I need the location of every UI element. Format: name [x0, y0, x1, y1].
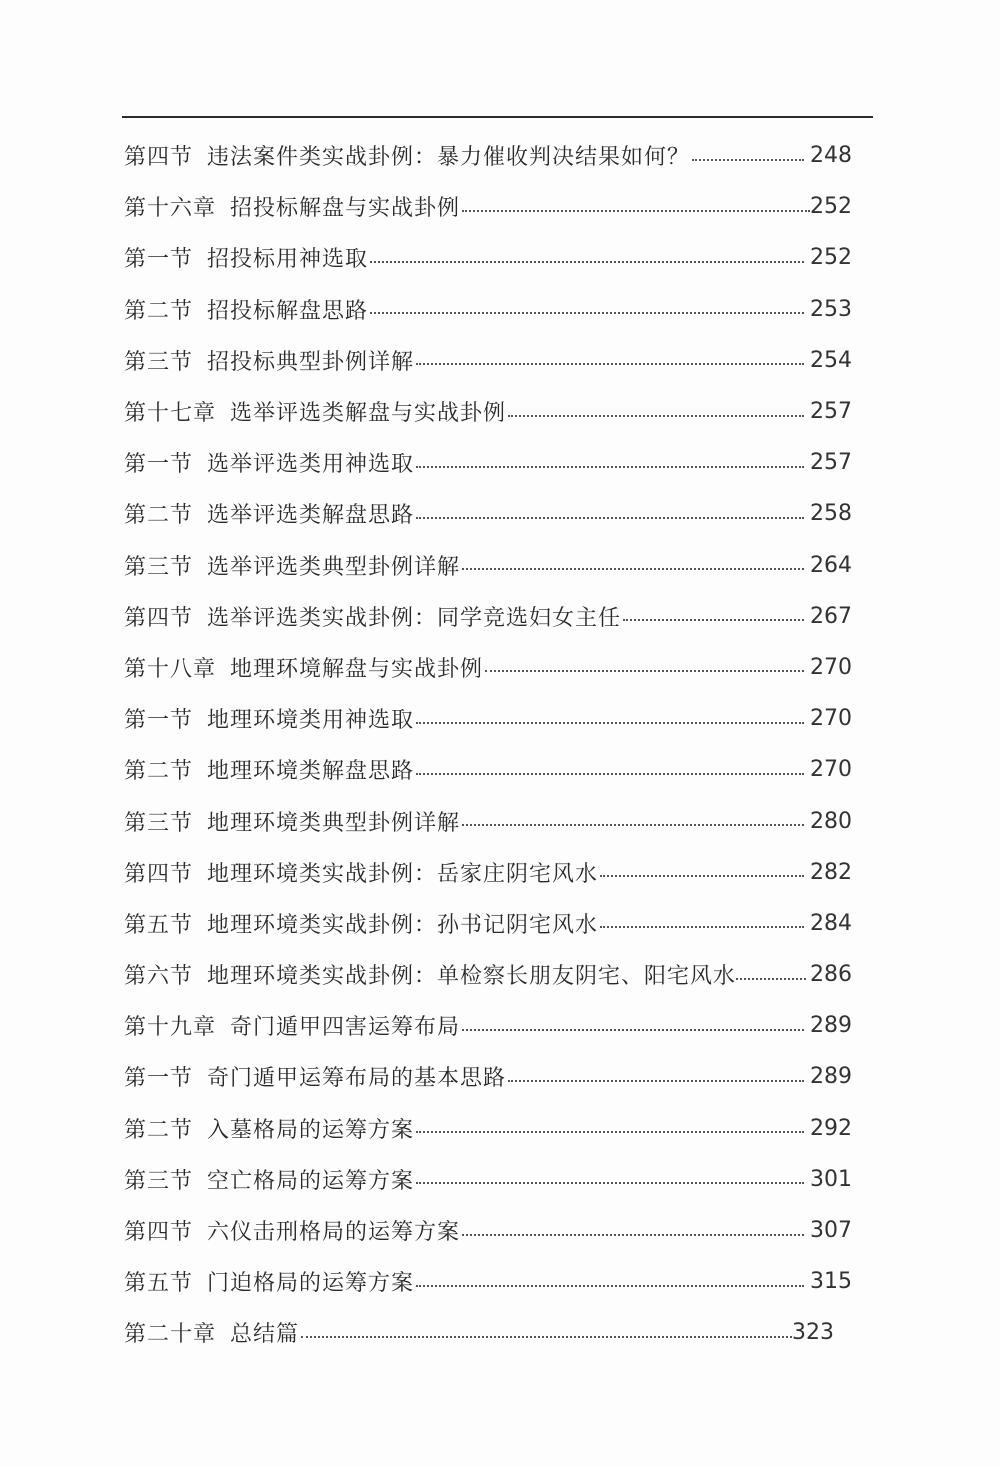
- page-number: 267: [810, 603, 852, 629]
- dot-leader: [485, 656, 804, 678]
- toc-entry[interactable]: [124, 1307, 852, 1358]
- entry-title: 招投标解盘与实战卦例: [230, 196, 461, 222]
- entry-label: [124, 550, 460, 581]
- toc-entry[interactable]: [124, 642, 852, 693]
- entry-title: 地理环境类解盘思路: [207, 759, 415, 785]
- dot-leader: [416, 1117, 804, 1139]
- dot-leader: [462, 1220, 804, 1242]
- page-number: 254: [810, 347, 852, 373]
- toc-entry[interactable]: [124, 540, 852, 591]
- dot-leader: [736, 964, 806, 986]
- entry-title: 地理环境类用神选取: [207, 708, 415, 734]
- page-number: 270: [810, 706, 852, 732]
- entry-label: [124, 447, 414, 478]
- toc-entry[interactable]: [124, 130, 852, 181]
- entry-prefix: 第一节: [124, 247, 194, 273]
- dot-leader: [370, 247, 804, 269]
- toc-entry[interactable]: [124, 437, 852, 488]
- page-number: 258: [810, 501, 852, 527]
- entry-label: [124, 1010, 460, 1041]
- entry-title: 奇门遁甲四害运筹布局: [230, 1015, 461, 1041]
- page-number: 323: [792, 1320, 834, 1346]
- entry-prefix: 第三节: [124, 810, 194, 836]
- entry-label: [124, 601, 621, 632]
- toc-entry[interactable]: [124, 744, 852, 795]
- entry-prefix: 第一节: [124, 708, 194, 734]
- entry-prefix: 第二节: [124, 503, 194, 529]
- toc-entry[interactable]: [124, 847, 852, 898]
- entry-prefix: 第二十章: [124, 1322, 217, 1348]
- entry-prefix: 第六节: [124, 964, 194, 990]
- entry-title: 空亡格局的运筹方案: [207, 1168, 415, 1194]
- toc-entry[interactable]: [124, 898, 852, 949]
- dot-leader: [370, 298, 804, 320]
- page-number: 270: [810, 757, 852, 783]
- entry-prefix: 第十七章: [124, 401, 217, 427]
- page-number: 307: [810, 1218, 852, 1244]
- page-number: 252: [810, 245, 852, 271]
- page-number: 315: [810, 1269, 852, 1295]
- entry-label: [124, 754, 414, 785]
- entry-title: 总结篇: [230, 1322, 300, 1348]
- entry-prefix: 第四节: [124, 1220, 194, 1246]
- entry-label: [124, 191, 460, 222]
- page-number: 280: [810, 808, 852, 834]
- entry-label: [124, 1164, 414, 1195]
- page-number: 270: [810, 654, 852, 680]
- dot-leader: [508, 1066, 804, 1088]
- page-number: 289: [810, 1064, 852, 1090]
- toc-entry[interactable]: [124, 1154, 852, 1205]
- dot-leader: [692, 145, 804, 167]
- page-number: 301: [810, 1166, 852, 1192]
- entry-title: 六仪击刑格局的运筹方案: [207, 1220, 461, 1246]
- entry-prefix: 第十九章: [124, 1015, 217, 1041]
- toc-entry[interactable]: [124, 693, 852, 744]
- dot-leader: [416, 349, 804, 371]
- entry-prefix: 第十八章: [124, 656, 217, 682]
- entry-label: [124, 1215, 460, 1246]
- dot-leader: [508, 401, 804, 423]
- dot-leader: [600, 861, 804, 883]
- table-of-contents: [124, 130, 852, 1359]
- toc-entry[interactable]: [124, 591, 852, 642]
- entry-prefix: 第十六章: [124, 196, 217, 222]
- dot-leader: [301, 1322, 792, 1344]
- entry-label: [124, 140, 690, 171]
- dot-leader: [416, 759, 804, 781]
- entry-prefix: 第四节: [124, 145, 194, 171]
- header-rule: [122, 116, 873, 118]
- page-number: 289: [810, 1013, 852, 1039]
- toc-entry[interactable]: [124, 1205, 852, 1256]
- entry-title: 入墓格局的运筹方案: [207, 1117, 415, 1143]
- entry-title: 招投标典型卦例详解: [207, 349, 415, 375]
- entry-label: [124, 1113, 414, 1144]
- toc-entry[interactable]: [124, 232, 852, 283]
- toc-entry[interactable]: [124, 1103, 852, 1154]
- toc-entry[interactable]: [124, 949, 852, 1000]
- entry-title: 选举评选类实战卦例：同学竞选妇女主任: [207, 605, 622, 631]
- entry-label: [124, 242, 368, 273]
- entry-label: [124, 857, 598, 888]
- dot-leader: [462, 810, 804, 832]
- page-number: 264: [810, 552, 852, 578]
- entry-label: [124, 908, 598, 939]
- dot-leader: [416, 1271, 804, 1293]
- entry-title: 地理环境类实战卦例：孙书记阴宅风水: [207, 912, 599, 938]
- entry-prefix: 第四节: [124, 861, 194, 887]
- toc-entry[interactable]: [124, 1051, 852, 1102]
- dot-leader: [416, 1168, 804, 1190]
- dot-leader: [462, 554, 804, 576]
- page-number: 286: [810, 962, 852, 988]
- entry-title: 招投标用神选取: [207, 247, 369, 273]
- entry-prefix: 第二节: [124, 298, 194, 324]
- entry-prefix: 第三节: [124, 1168, 194, 1194]
- entry-label: [124, 294, 368, 325]
- toc-entry[interactable]: [124, 488, 852, 539]
- page-number: 257: [810, 399, 852, 425]
- entry-prefix: 第四节: [124, 605, 194, 631]
- page-number: 248: [810, 143, 852, 169]
- entry-prefix: 第一节: [124, 1066, 194, 1092]
- entry-prefix: 第二节: [124, 1117, 194, 1143]
- entry-label: [124, 1266, 414, 1297]
- page-number: 292: [810, 1115, 852, 1141]
- entry-title: 地理环境类实战卦例：岳家庄阴宅风水: [207, 861, 599, 887]
- dot-leader: [600, 912, 804, 934]
- entry-title: 地理环境类实战卦例：单检察长朋友阴宅、阳宅风水: [207, 964, 737, 990]
- entry-title: 地理环境解盘与实战卦例: [230, 656, 484, 682]
- entry-title: 选举评选类典型卦例详解: [207, 554, 461, 580]
- entry-label: [124, 703, 414, 734]
- toc-entry[interactable]: [124, 335, 852, 386]
- dot-leader: [462, 1015, 804, 1037]
- entry-title: 违法案件类实战卦例：暴力催收判决结果如何？: [207, 145, 691, 171]
- dot-leader: [416, 503, 804, 525]
- entry-prefix: 第一节: [124, 452, 194, 478]
- dot-leader: [416, 708, 804, 730]
- entry-title: 招投标解盘思路: [207, 298, 369, 324]
- dot-leader: [462, 196, 810, 218]
- toc-entry[interactable]: [124, 1000, 852, 1051]
- toc-entry[interactable]: [124, 1256, 852, 1307]
- toc-entry[interactable]: [124, 386, 852, 437]
- entry-title: 选举评选类解盘与实战卦例: [230, 401, 507, 427]
- dot-leader: [623, 605, 804, 627]
- page-number: 284: [810, 910, 852, 936]
- toc-entry[interactable]: [124, 284, 852, 335]
- entry-prefix: 第二节: [124, 759, 194, 785]
- entry-label: [124, 652, 483, 683]
- toc-entry[interactable]: [124, 795, 852, 846]
- entry-prefix: 第五节: [124, 912, 194, 938]
- entry-label: [124, 806, 460, 837]
- entry-title: 门迫格局的运筹方案: [207, 1271, 415, 1297]
- entry-label: [124, 1317, 299, 1348]
- entry-label: [124, 396, 506, 427]
- page-number: 257: [810, 450, 852, 476]
- dot-leader: [416, 452, 804, 474]
- page-number: 252: [810, 194, 852, 220]
- entry-title: 选举评选类解盘思路: [207, 503, 415, 529]
- entry-title: 奇门遁甲运筹布局的基本思路: [207, 1066, 507, 1092]
- entry-label: [124, 959, 736, 990]
- entry-label: [124, 498, 414, 529]
- entry-label: [124, 1061, 506, 1092]
- entry-prefix: 第五节: [124, 1271, 194, 1297]
- entry-title: 地理环境类典型卦例详解: [207, 810, 461, 836]
- entry-label: [124, 345, 414, 376]
- entry-prefix: 第三节: [124, 554, 194, 580]
- page-number: 282: [810, 859, 852, 885]
- toc-entry[interactable]: [124, 181, 852, 232]
- page-number: 253: [810, 296, 852, 322]
- entry-title: 选举评选类用神选取: [207, 452, 415, 478]
- entry-prefix: 第三节: [124, 349, 194, 375]
